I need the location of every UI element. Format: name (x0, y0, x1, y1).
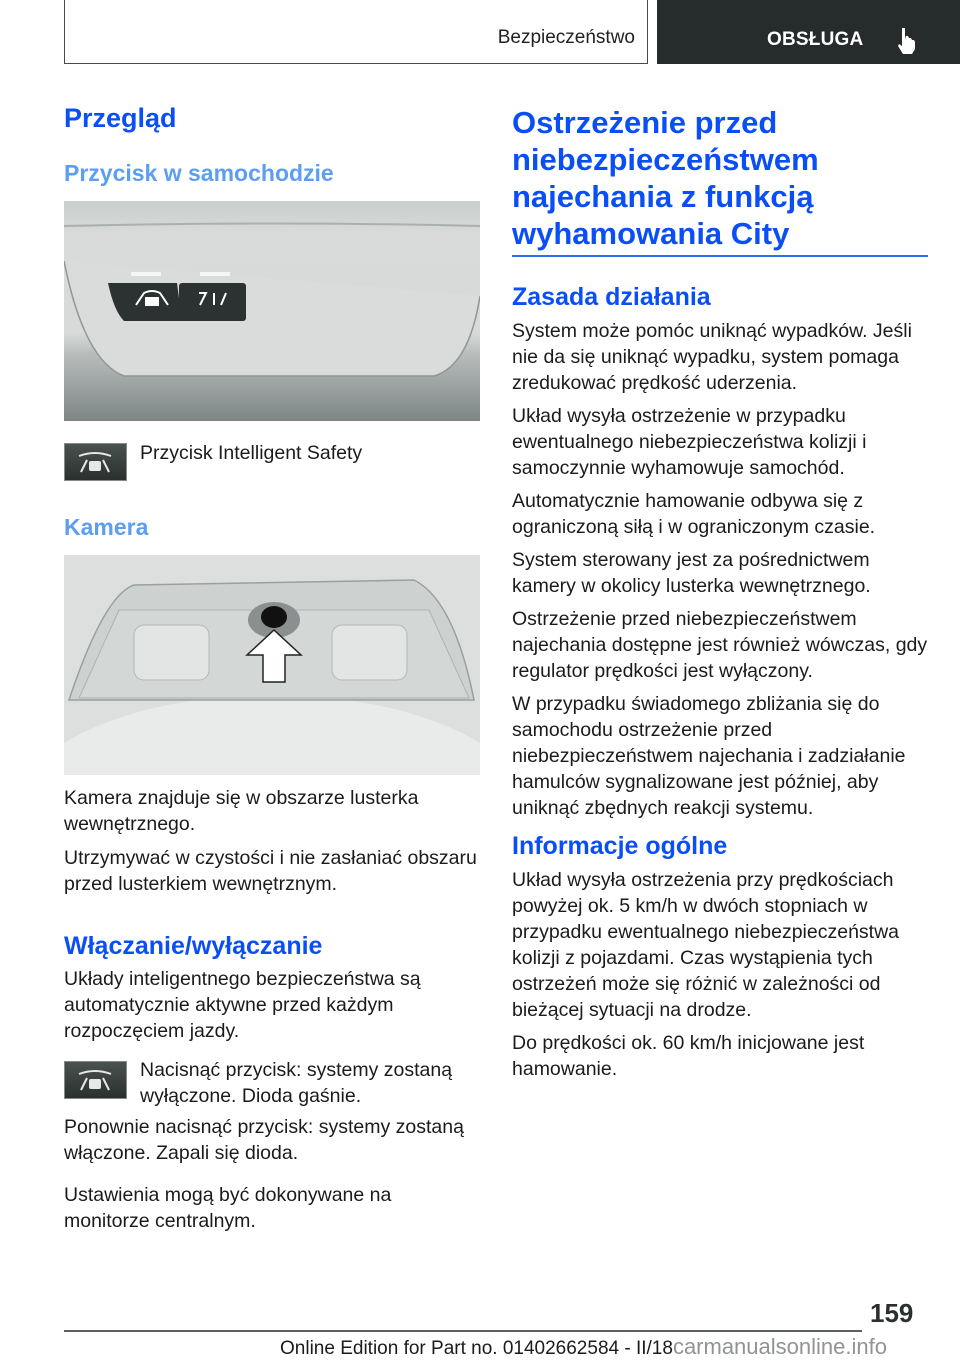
subheading-button-in-car: Przycisk w samochodzie (64, 160, 334, 186)
edition-note (280, 1334, 887, 1360)
principle-paragraph-4: System sterowany jest za pośrednictwem kamery w okolicy lusterka wewnętrznego. (512, 549, 871, 597)
button-panel-image (64, 201, 480, 421)
principle-paragraph-2: Układ wysyła ostrzeżenie w przypadku ewentualnego niebezpieczeństwa kolizji i samoczynnie wyhamowuje samochód. (512, 405, 867, 479)
footer-rule (64, 1330, 862, 1332)
heading-general-info: Informacje ogólne (512, 832, 728, 860)
on-off-step: Nacisnąć przycisk: systemy zostaną wyłączone. Dioda gaśnie. (140, 1059, 453, 1107)
principle-text-block (512, 318, 928, 821)
camera-text-block (64, 785, 480, 897)
on-off-again: Ponownie nacisnąć przycisk: systemy zostaną włączone. Zapali się dioda. (64, 1116, 464, 1164)
on-off-settings: Ustawienia mogą być dokonywane na monitorze centralnym. (64, 1184, 392, 1232)
subheading-camera: Kamera (64, 514, 149, 540)
header-chapter-label: OBSŁUGA (767, 29, 864, 50)
camera-paragraph-2: Utrzymywać w czystości i nie zasłaniać obszaru przed lusterkiem wewnętrznym. (64, 847, 477, 895)
general-paragraph-2: Do prędkości ok. 60 km/h inicjowane jest hamowanie. (512, 1032, 865, 1080)
principle-paragraph-5: Ostrzeżenie przed niebezpieczeństwem najechania dostępne jest również wówczas, gdy regulator prędkości jest wyłączony. (512, 608, 928, 682)
button-panel-illustration (64, 201, 480, 421)
heading-on-off: Włączanie/wyłączanie (64, 932, 323, 960)
header-chapter-tab (657, 0, 960, 64)
principle-paragraph-3: Automatycznie hamowanie odbywa się z ograniczoną siłą i w ograniczonym czasie. (512, 490, 876, 538)
watermark-link[interactable]: carmanualsonline.info (672, 1334, 887, 1359)
principle-paragraph-6: W przypadku świadomego zbliżania się do samochodu ostrzeżenie przed niebezpieczeństwem najechania i zadziałanie hamulców sygnalizowane jest później, aby uniknąć zbędnych reakcji systemu. (512, 693, 906, 819)
page-title-collision-warning: Ostrzeżenie przed niebezpieczeństwem najechania z funkcją wyhamowania City (512, 105, 819, 251)
pointing-hand-icon (893, 26, 921, 54)
intelligent-safety-button-icon (64, 1061, 127, 1099)
camera-paragraph-1: Kamera znajduje się w obszarze lusterka wewnętrznego. (64, 787, 419, 835)
general-text-block (512, 867, 928, 1082)
principle-paragraph-1: System może pomóc uniknąć wypadków. Jeśli nie da się uniknąć wypadku, system pomaga zredukować prędkość uderzenia. (512, 320, 912, 394)
button-caption: Przycisk Intelligent Safety (140, 442, 363, 464)
page-number: 159 (870, 1298, 914, 1328)
general-paragraph-1: Układ wysyła ostrzeżenia przy prędkościach powyżej ok. 5 km/h w dwóch stopniach w przypadku ewentualnego niebezpieczeństwa kolizji z pojazdami. Czas wystąpienia tych ostrzeżeń może się różnić w zależności od bieżącej sytuacji na drodze. (512, 869, 900, 1021)
intelligent-safety-button-icon (64, 443, 127, 481)
windshield-illustration (64, 555, 480, 775)
title-underline (512, 255, 928, 257)
heading-principle: Zasada działania (512, 283, 711, 311)
header-section-label: Bezpieczeństwo (497, 27, 635, 48)
on-off-intro: Układy inteligentnego bezpieczeństwa są automatycznie aktywne przed każdym rozpoczęciem jazdy. (64, 968, 421, 1042)
header-section-tab (64, 0, 648, 64)
page-title-overview: Przegląd (64, 103, 177, 133)
edition-text: Online Edition for Part no. 01402662584 - II/18 (280, 1338, 673, 1359)
windshield-camera-image (64, 555, 480, 775)
